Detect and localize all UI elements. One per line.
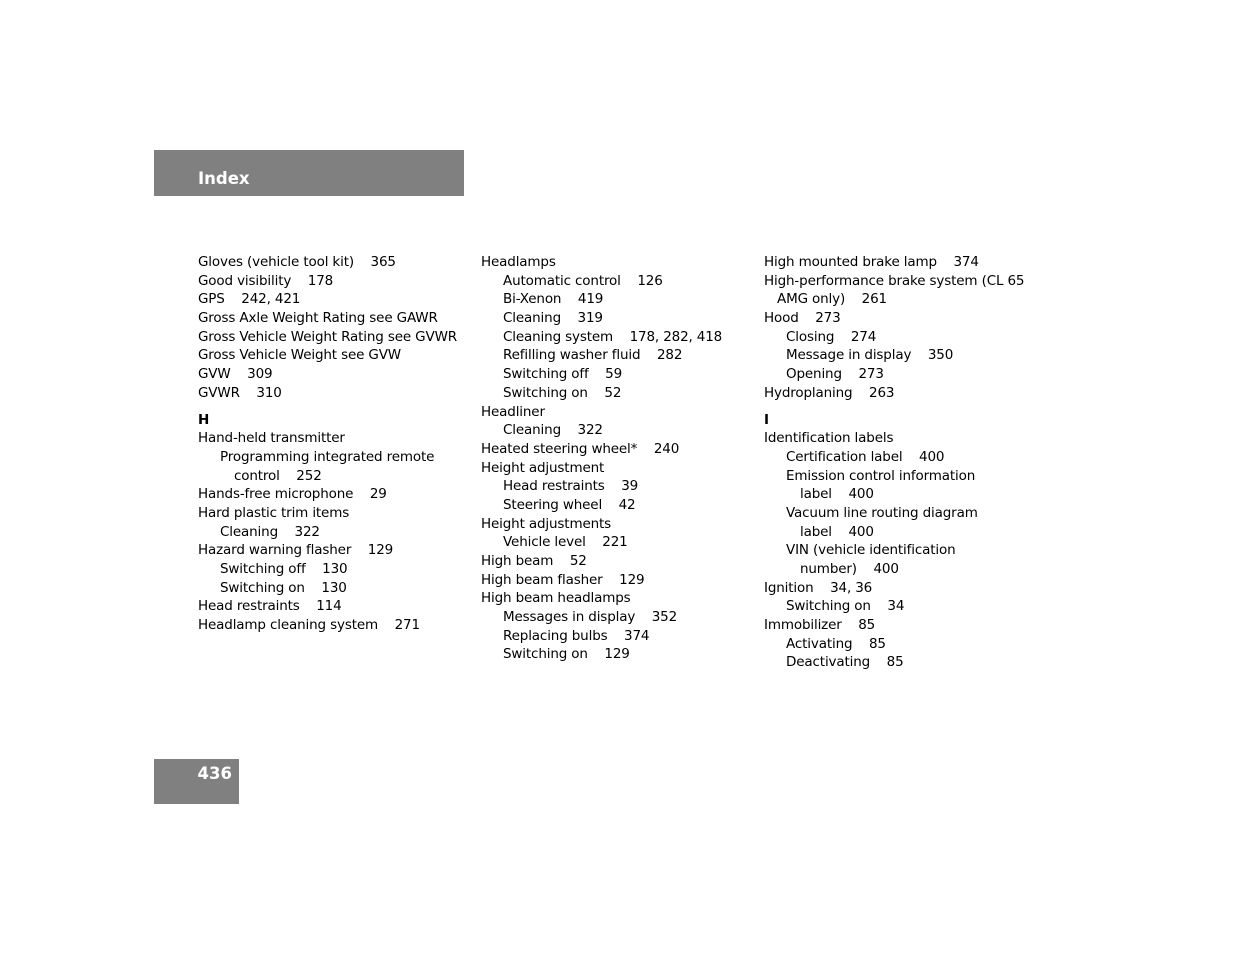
index-subentry: Refilling washer fluid 282 xyxy=(503,347,683,364)
section-title: Index xyxy=(198,169,250,188)
index-subentry: Vacuum line routing diagram xyxy=(786,504,978,521)
index-subentry: number) 400 xyxy=(800,561,899,577)
index-column-3 xyxy=(764,253,1034,672)
index-subentry: Bi-Xenon 419 xyxy=(503,291,604,308)
index-subentry: control 252 xyxy=(234,467,322,484)
index-subentry: label 400 xyxy=(800,523,874,540)
index-entry: High beam flasher 129 xyxy=(481,571,645,588)
index-subentry: AMG only) 261 xyxy=(777,291,887,308)
index-subentry: Cleaning 319 xyxy=(503,310,603,327)
index-entry: High beam 52 xyxy=(481,553,587,569)
index-entry: Heated steering wheel* 240 xyxy=(481,440,680,457)
index-entry: Head restraints 114 xyxy=(198,598,342,615)
index-subentry: Cleaning system 178, 282, 418 xyxy=(503,328,723,345)
index-entry: Gloves (vehicle tool kit) 365 xyxy=(198,254,396,270)
index-entry: High beam headlamps xyxy=(481,590,631,607)
index-subentry: Switching off 59 xyxy=(503,366,623,383)
index-entry: Headlamp cleaning system 271 xyxy=(198,617,420,634)
index-entry: High-performance brake system (CL 65 xyxy=(764,272,1025,289)
index-subentry: Cleaning 322 xyxy=(503,422,603,439)
index-subentry: Switching on 34 xyxy=(786,598,905,615)
index-entry: Headlamps xyxy=(481,254,556,270)
index-entry: GPS 242, 421 xyxy=(198,291,301,308)
index-entry: Hazard warning flasher 129 xyxy=(198,542,394,559)
index-entry: Ignition 34, 36 xyxy=(764,579,873,596)
index-entry: GVW 309 xyxy=(198,366,273,383)
index-subentry: Automatic control 126 xyxy=(503,272,663,289)
index-subentry: Steering wheel 42 xyxy=(503,496,636,513)
index-entry: GVWR 310 xyxy=(198,384,282,401)
section-header-bar xyxy=(154,150,464,196)
page-number: 436 xyxy=(197,764,232,783)
index-entry: Height adjustment xyxy=(481,459,605,476)
index-entry: Immobilizer 85 xyxy=(764,617,876,634)
index-subentry: Certification label 400 xyxy=(786,448,945,465)
index-subentry: Programming integrated remote xyxy=(220,448,435,465)
index-subentry: Message in display 350 xyxy=(786,347,954,364)
index-entry: Hard plastic trim items xyxy=(198,504,350,521)
index-subentry: Switching on 129 xyxy=(503,646,630,663)
index-subentry: label 400 xyxy=(800,486,874,503)
index-entry: Headliner xyxy=(481,403,545,420)
index-entry: Gross Vehicle Weight see GVW xyxy=(198,347,402,364)
index-letter-heading: H xyxy=(198,411,210,428)
index-subentry: Head restraints 39 xyxy=(503,478,639,495)
index-subentry: Replacing bulbs 374 xyxy=(503,627,650,644)
index-subentry: Cleaning 322 xyxy=(220,523,320,540)
index-column-2 xyxy=(481,253,751,664)
index-subentry: Closing 274 xyxy=(786,328,877,345)
index-subentry: Vehicle level 221 xyxy=(503,534,628,551)
index-subentry: Switching on 130 xyxy=(220,579,347,596)
index-entry: High mounted brake lamp 374 xyxy=(764,254,979,270)
index-entry: Gross Axle Weight Rating see GAWR xyxy=(198,310,438,327)
index-subentry: Switching off 130 xyxy=(220,561,348,577)
index-entry: Hood 273 xyxy=(764,310,841,327)
index-subentry: Emission control information xyxy=(786,467,976,484)
index-entry: Hand-held transmitter xyxy=(198,430,345,447)
index-column-1 xyxy=(198,253,468,635)
index-entry: Gross Vehicle Weight Rating see GVWR xyxy=(198,328,458,345)
index-subentry: VIN (vehicle identification xyxy=(786,542,956,559)
index-subentry: Activating 85 xyxy=(786,635,886,652)
index-entry: Hands-free microphone 29 xyxy=(198,486,387,503)
index-subentry: Opening 273 xyxy=(786,366,884,383)
index-entry: Identification labels xyxy=(764,430,894,447)
index-entry: Height adjustments xyxy=(481,515,612,532)
index-entry: Hydroplaning 263 xyxy=(764,384,895,401)
page-number-tab xyxy=(154,759,239,804)
index-entry: Good visibility 178 xyxy=(198,272,334,289)
index-subentry: Switching on 52 xyxy=(503,384,622,401)
index-subentry: Deactivating 85 xyxy=(786,654,904,671)
index-subentry: Messages in display 352 xyxy=(503,609,678,626)
index-letter-heading: I xyxy=(764,411,769,428)
